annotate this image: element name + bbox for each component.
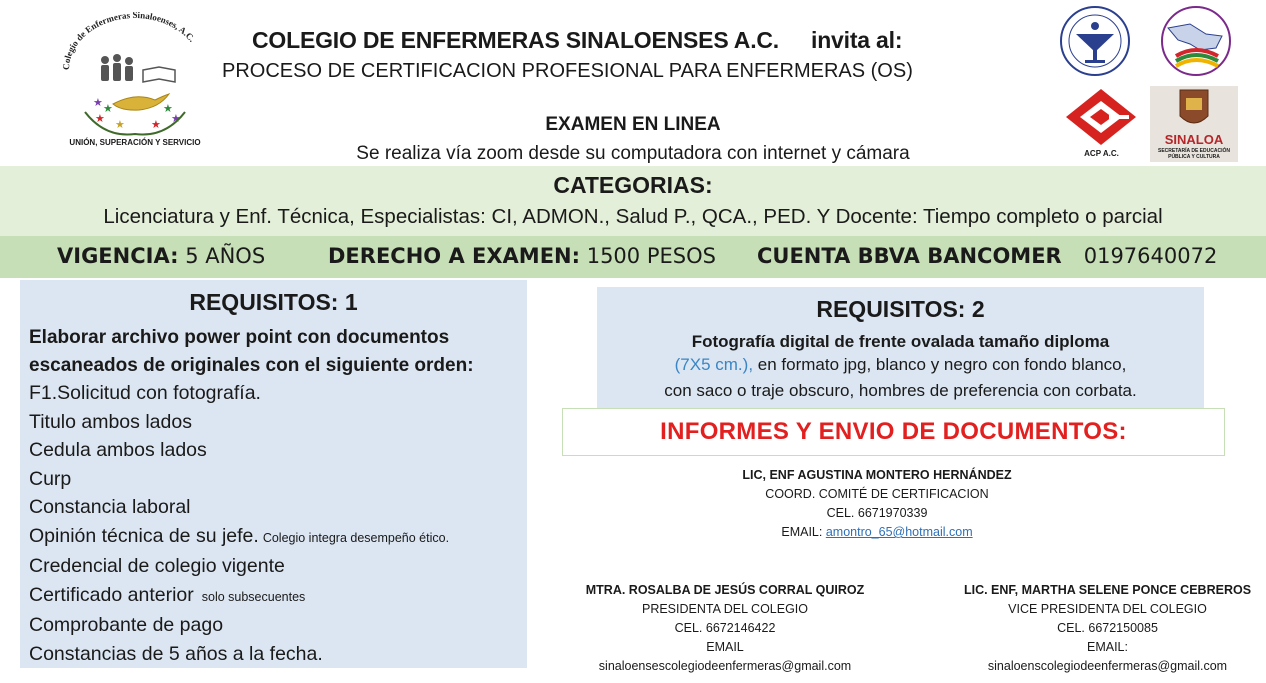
- contact-role: COORD. COMITÉ DE CERTIFICACION: [765, 487, 989, 501]
- list-item: Credencial de colegio vigente: [29, 555, 285, 577]
- exam-subtitle: Se realiza vía zoom desde su computadora con internet y cámara: [356, 143, 910, 164]
- caduceus-seal-icon: [1052, 4, 1138, 78]
- sinaloa-caption: SINALOA: [1164, 132, 1224, 147]
- sinaloa-subcaption: SECRETARÍA DE EDUCACIÓN PÚBLICA Y CULTURA: [1158, 148, 1230, 160]
- acp-emblem-icon: [1064, 87, 1139, 147]
- contact-name: LIC, ENF AGUSTINA MONTERO HERNÁNDEZ: [742, 468, 1012, 482]
- list-item: Constancia laboral: [29, 496, 191, 518]
- exam-title: EXAMEN EN LINEA: [545, 114, 721, 135]
- list-item: F1.Solicitud con fotografía.: [29, 382, 261, 404]
- contact-vice-president: [955, 581, 1260, 676]
- svg-text:★: ★: [171, 113, 181, 125]
- contact-cel: CEL. 6672150085: [1057, 621, 1158, 635]
- list-item-text: Opinión técnica de su jefe.: [29, 524, 259, 547]
- contact-name: LIC. ENF, MARTHA SELENE PONCE CEBREROS: [963, 583, 1252, 597]
- list-item-text: Certificado anterior: [29, 583, 194, 606]
- requisitos-2-line-3: con saco o traje obscuro, hombres de preferencia con corbata.: [664, 381, 1137, 400]
- federation-map-logo: [1150, 4, 1242, 78]
- cuenta-item: [757, 244, 1217, 268]
- process-title: PROCESO DE CERTIFICACION PROFESIONAL PARA ENFERMERAS (OS): [222, 60, 913, 82]
- jefe-note: Colegio integra desempeño ético.: [262, 530, 450, 545]
- list-item: Titulo ambos lados: [29, 410, 192, 433]
- contact-role: PRESIDENTA DEL COLEGIO: [641, 602, 808, 616]
- vigencia-value: 5 AÑOS: [185, 244, 266, 268]
- contact-email: sinaloenscolegiodeenfermeras@gmail.com: [987, 659, 1228, 673]
- contact-name: MTRA. ROSALBA DE JESÚS CORRAL QUIROZ: [585, 583, 865, 597]
- requisitos-2-line-2: [597, 355, 1204, 375]
- categorias-text: Licenciatura y Enf. Técnica, Especialistas: CI, ADMON., Salud P., QCA., PED. Y Docente: Tiempo completo o parcial: [103, 205, 1163, 228]
- requisitos-2-line-1: Fotografía digital de frente ovalada tamaño diploma: [691, 332, 1110, 351]
- categorias-title: CATEGORIAS:: [553, 172, 713, 198]
- contact-president: [560, 581, 890, 676]
- list-item: Constancias de 5 años a la fecha.: [29, 642, 323, 665]
- college-name: COLEGIO DE ENFERMERAS SINALOENSES A.C.: [252, 27, 779, 53]
- email-label: EMAIL:: [781, 525, 826, 539]
- svg-text:★: ★: [115, 119, 125, 131]
- informes-title: INFORMES Y ENVIO DE DOCUMENTOS:: [660, 418, 1127, 445]
- photo-size: (7X5 cm.),: [674, 355, 754, 374]
- requisitos-1-list: [29, 379, 524, 668]
- requisitos-1-intro: Elaborar archivo power point con documentos escaneados de originales con el siguiente orden:: [29, 327, 474, 376]
- format-text: en formato jpg, blanco y negro con fondo blanco,: [753, 355, 1127, 374]
- derecho-label: DERECHO A EXAMEN:: [328, 244, 581, 268]
- email-label: EMAIL: [706, 640, 744, 654]
- contact-email: sinaloensescolegiodeenfermeras@gmail.com: [598, 659, 852, 673]
- sinaloa-shield-icon: [1150, 86, 1238, 132]
- list-item: Comprobante de pago: [29, 614, 224, 636]
- cuenta-value: 0197640072: [1083, 244, 1218, 268]
- contact-email-row: [697, 523, 1057, 542]
- svg-text:★: ★: [151, 119, 161, 131]
- mexico-map-icon: [1150, 4, 1242, 78]
- sinaloa-logo: [1150, 86, 1238, 162]
- email-label: EMAIL:: [1087, 640, 1128, 654]
- contact-role: VICE PRESIDENTA DEL COLEGIO: [1008, 602, 1207, 616]
- vigencia-label: VIGENCIA:: [57, 244, 179, 268]
- email-link[interactable]: amontro_65@hotmail.com: [825, 525, 973, 539]
- logo-arc-text: Colegio de Enfermeras Sinaloenses, A.C.: [60, 12, 198, 71]
- logo-caption: UNIÓN, SUPERACIÓN Y SERVICIO: [69, 138, 201, 147]
- cuenta-label: CUENTA BBVA BANCOMER: [757, 244, 1062, 268]
- list-item-certificado: [29, 581, 524, 612]
- list-item: Cedula ambos lados: [29, 439, 207, 461]
- list-item-jefe: [29, 522, 524, 553]
- invita-text: invita al:: [811, 27, 903, 53]
- svg-text:★: ★: [163, 103, 173, 115]
- list-item: Curp: [29, 467, 72, 490]
- contact-coordinator: [697, 466, 1057, 542]
- vigencia-item: [57, 244, 265, 268]
- derecho-value: 1500 PESOS: [586, 244, 716, 268]
- acp-logo: [1064, 87, 1139, 160]
- requisitos-2-title: REQUISITOS: 2: [816, 296, 985, 322]
- contact-cel: CEL. 6672146422: [674, 621, 776, 635]
- svg-text:★: ★: [95, 113, 105, 125]
- acp-caption: ACP A.C.: [1084, 149, 1119, 158]
- contact-cel: CEL. 6671970339: [826, 506, 928, 520]
- svg-text:★: ★: [93, 97, 103, 109]
- header-college-line: [252, 27, 902, 54]
- svg-text:★: ★: [103, 103, 113, 115]
- requisitos-1-title: REQUISITOS: 1: [189, 289, 358, 315]
- derecho-item: [328, 244, 716, 268]
- certificado-note: solo subsecuentes: [201, 589, 306, 604]
- federation-logo: [1052, 4, 1138, 78]
